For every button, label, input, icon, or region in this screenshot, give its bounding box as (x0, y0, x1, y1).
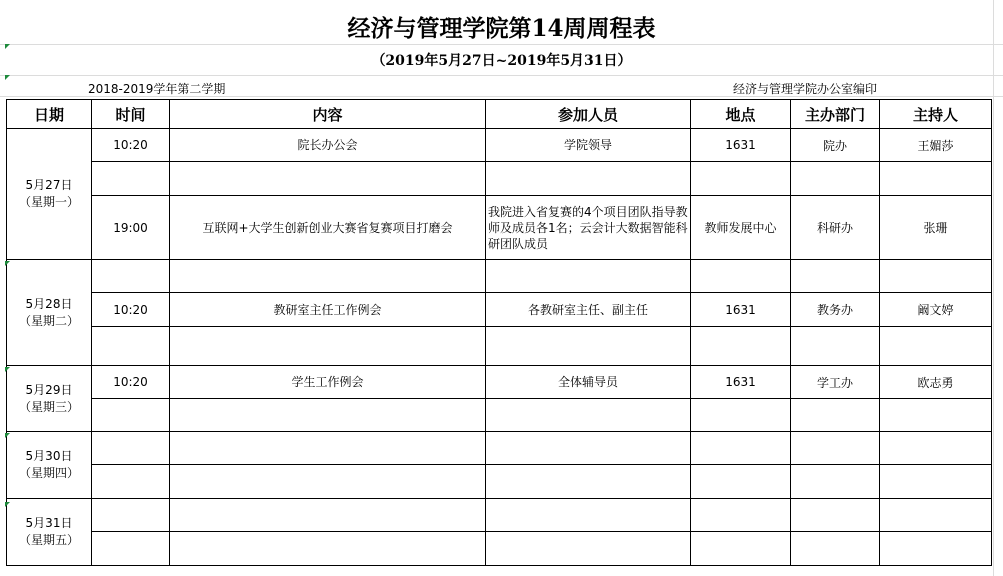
cell-location[interactable] (691, 465, 791, 499)
cell-participants[interactable] (486, 432, 691, 465)
cell-time[interactable] (92, 499, 170, 532)
cell-content[interactable] (170, 260, 486, 293)
cell-participants[interactable]: 各教研室主任、副主任 (486, 293, 691, 327)
cell-location[interactable]: 1631 (691, 293, 791, 327)
table-row (7, 532, 992, 566)
schedule-table (6, 99, 992, 566)
day-cell[interactable] (7, 129, 92, 260)
cell-host[interactable]: 阚文婷 (880, 293, 992, 327)
cell-department[interactable] (791, 465, 880, 499)
cell-marker-icon (5, 75, 10, 80)
day-weekday: （星期一） (18, 195, 79, 209)
cell-participants[interactable] (486, 260, 691, 293)
cell-participants[interactable]: 学院领导 (486, 129, 691, 162)
cell-content[interactable] (170, 432, 486, 465)
cell-department[interactable]: 科研办 (791, 196, 880, 260)
cell-content[interactable]: 互联网+大学生创新创业大赛省复赛项目打磨会 (170, 196, 486, 260)
date-range: （2019年5月27日~2019年5月31日） (371, 53, 632, 69)
day-date: 5月27日 (25, 178, 73, 192)
table-row (7, 293, 992, 327)
day-cell[interactable] (7, 499, 92, 566)
cell-content[interactable] (170, 532, 486, 566)
day-date: 5月30日 (25, 449, 73, 463)
cell-host[interactable]: 张珊 (880, 196, 992, 260)
header-host[interactable]: 主持人 (880, 100, 992, 129)
cell-content[interactable]: 学生工作例会 (170, 366, 486, 399)
day-date: 5月29日 (25, 382, 73, 397)
cell-participants[interactable] (486, 465, 691, 499)
term-label: 2018-2019学年第二学期 (88, 82, 226, 96)
cell-time[interactable] (92, 327, 170, 366)
cell-host[interactable] (880, 432, 992, 465)
table-row (7, 499, 992, 532)
header-date[interactable]: 日期 (7, 100, 92, 129)
header-department[interactable]: 主办部门 (791, 100, 880, 129)
cell-host[interactable]: 欧志勇 (880, 366, 992, 399)
cell-content[interactable]: 教研室主任工作例会 (170, 293, 486, 327)
cell-content[interactable] (170, 162, 486, 196)
header-time[interactable]: 时间 (92, 100, 170, 129)
cell-participants[interactable] (486, 327, 691, 366)
day-weekday: （星期四） (18, 466, 79, 480)
cell-time[interactable] (92, 432, 170, 465)
table-row (7, 465, 992, 499)
cell-marker-icon (5, 367, 10, 372)
cell-marker-icon (5, 44, 10, 49)
cell-department[interactable] (791, 532, 880, 566)
cell-marker-icon (5, 433, 10, 438)
cell-host[interactable] (880, 260, 992, 293)
cell-content[interactable]: 院长办公会 (170, 129, 486, 162)
cell-department[interactable] (791, 499, 880, 532)
cell-location[interactable] (691, 399, 791, 432)
day-cell[interactable] (7, 260, 92, 366)
cell-participants[interactable] (486, 532, 691, 566)
cell-time[interactable]: 10:20 (92, 366, 170, 399)
table-row (7, 196, 992, 260)
cell-location[interactable]: 1631 (691, 129, 791, 162)
cell-department[interactable]: 学工办 (791, 366, 880, 399)
cell-content[interactable] (170, 465, 486, 499)
table-row (7, 327, 992, 366)
cell-participants[interactable]: 我院进入省复赛的4个项目团队指导教师及成员各1名；云会计大数据智能科研团队成员 (486, 196, 691, 260)
cell-time[interactable] (92, 260, 170, 293)
cell-host[interactable] (880, 162, 992, 196)
cell-department[interactable] (791, 260, 880, 293)
cell-department[interactable]: 院办 (791, 129, 880, 162)
cell-host[interactable] (880, 327, 992, 366)
day-weekday: （星期二） (18, 313, 79, 328)
cell-time[interactable] (92, 465, 170, 499)
cell-time[interactable]: 10:20 (92, 293, 170, 327)
cell-participants[interactable]: 全体辅导员 (486, 366, 691, 399)
cell-department[interactable] (791, 162, 880, 196)
table-row (7, 162, 992, 196)
table-row (7, 432, 992, 465)
cell-content[interactable] (170, 399, 486, 432)
cell-department[interactable] (791, 432, 880, 465)
cell-location[interactable] (691, 260, 791, 293)
cell-host[interactable] (880, 399, 992, 432)
day-date: 5月28日 (25, 296, 73, 311)
day-cell[interactable] (7, 432, 92, 499)
cell-department[interactable] (791, 327, 880, 366)
cell-host[interactable] (880, 499, 992, 532)
header-participants[interactable]: 参加人员 (486, 100, 691, 129)
cell-time[interactable]: 19:00 (92, 196, 170, 260)
table-row (7, 366, 992, 399)
cell-time[interactable] (92, 399, 170, 432)
header-content[interactable]: 内容 (170, 100, 486, 129)
cell-host[interactable]: 王媚莎 (880, 129, 992, 162)
cell-location[interactable] (691, 499, 791, 532)
table-row (7, 260, 992, 293)
cell-department[interactable] (791, 399, 880, 432)
table-row (7, 129, 992, 162)
day-weekday: （星期五） (18, 533, 79, 547)
page-title: 经济与管理学院第14周周程表 (347, 15, 656, 42)
cell-host[interactable] (880, 532, 992, 566)
table-header-row (7, 100, 992, 129)
cell-department[interactable]: 教务办 (791, 293, 880, 327)
day-cell[interactable] (7, 366, 92, 432)
cell-location[interactable] (691, 162, 791, 196)
table-row (7, 399, 992, 432)
cell-location[interactable]: 1631 (691, 366, 791, 399)
cell-location[interactable] (691, 327, 791, 366)
cell-host[interactable] (880, 465, 992, 499)
day-weekday: （星期三） (18, 399, 79, 414)
compiled-by-label: 经济与管理学院办公室编印 (733, 82, 878, 96)
cell-location[interactable] (691, 532, 791, 566)
cell-time[interactable] (92, 162, 170, 196)
header-location[interactable]: 地点 (691, 100, 791, 129)
schedule-body (7, 129, 992, 566)
cell-participants[interactable] (486, 162, 691, 196)
cell-location[interactable]: 教师发展中心 (691, 196, 791, 260)
cell-location[interactable] (691, 432, 791, 465)
cell-participants[interactable] (486, 499, 691, 532)
cell-time[interactable] (92, 532, 170, 566)
cell-participants[interactable] (486, 399, 691, 432)
cell-marker-icon (5, 502, 10, 507)
cell-content[interactable] (170, 327, 486, 366)
cell-time[interactable]: 10:20 (92, 129, 170, 162)
day-date: 5月31日 (25, 516, 73, 530)
cell-content[interactable] (170, 499, 486, 532)
cell-marker-icon (5, 261, 10, 266)
